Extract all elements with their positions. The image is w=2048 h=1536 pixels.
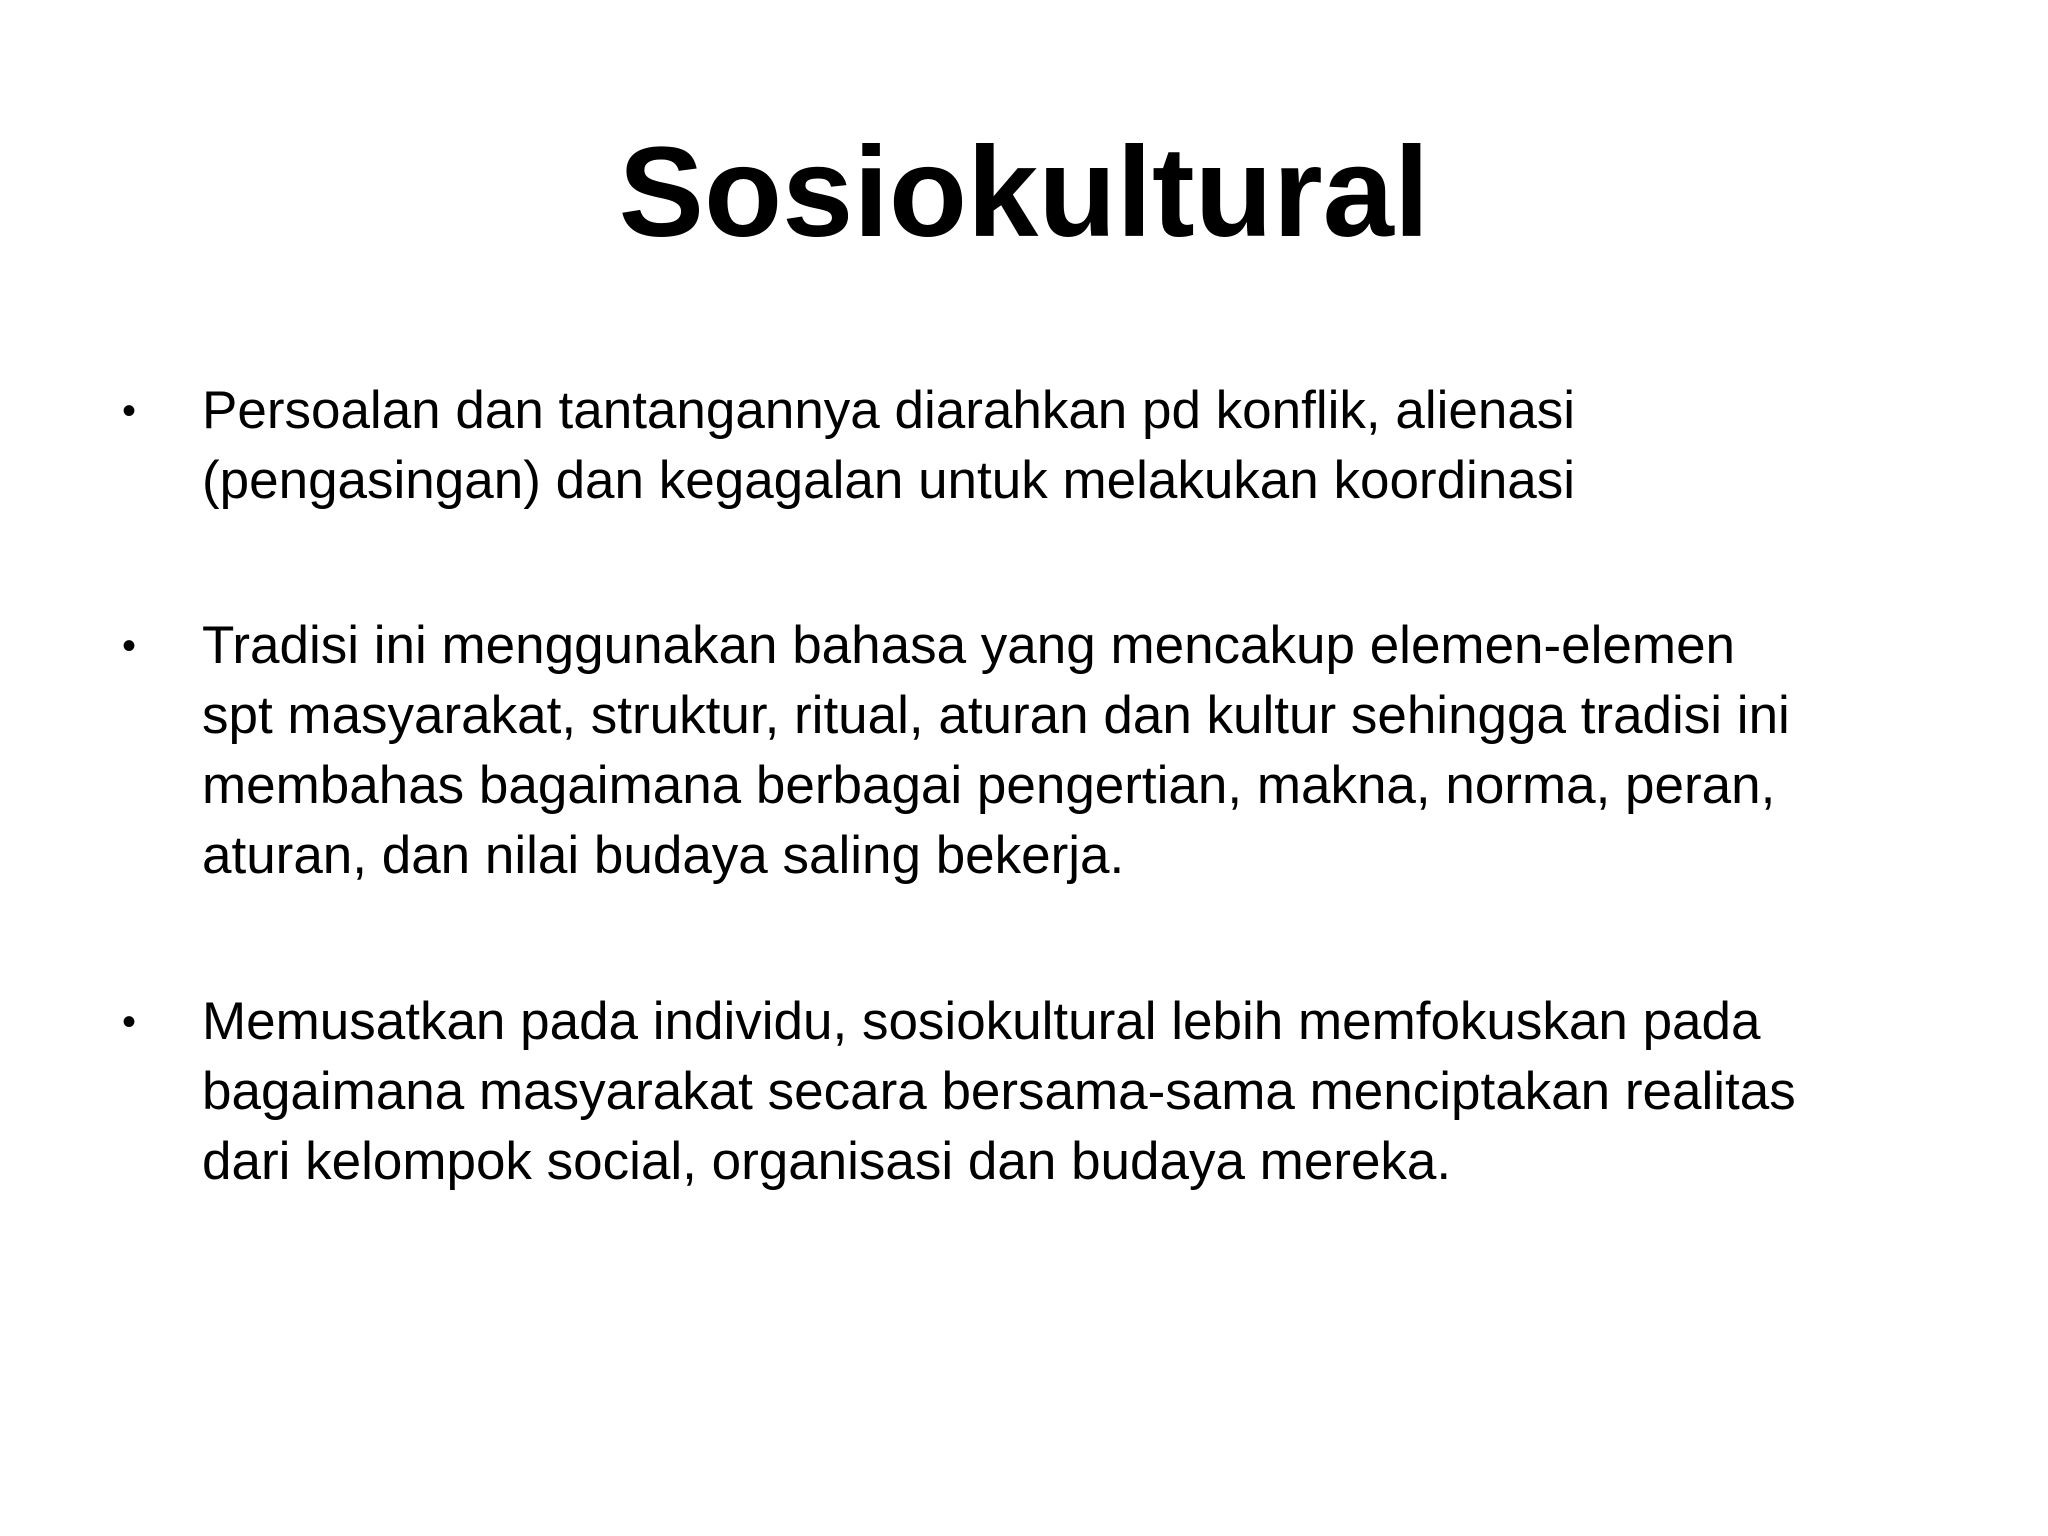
- bullet-text-2: Tradisi ini menggunakan bahasa yang mencakup elemen-elemen spt masyarakat, struktur, ritual, aturan dan kultur sehingga tradisi ini membahas bagaimana berbagai pengertian, makna, norma, peran, aturan, dan nilai budaya saling bekerja.: [202, 616, 1790, 885]
- bullet-text-3: Memusatkan pada individu, sosiokultural lebih memfokuskan pada bagaimana masyarakat secara bersama-sama menciptakan realitas dari kelompok social, organisasi dan budaya mereka.: [202, 992, 1796, 1191]
- bullet-icon: •: [122, 1000, 137, 1044]
- bullet-icon: •: [122, 624, 137, 668]
- slide-title: Sosiokultural: [618, 121, 1430, 264]
- bullet-text-1: Persoalan dan tantangannya diarahkan pd konflik, alienasi (pengasingan) dan kegagalan untuk melakukan koordinasi: [202, 381, 1576, 510]
- bullet-icon: •: [122, 389, 137, 433]
